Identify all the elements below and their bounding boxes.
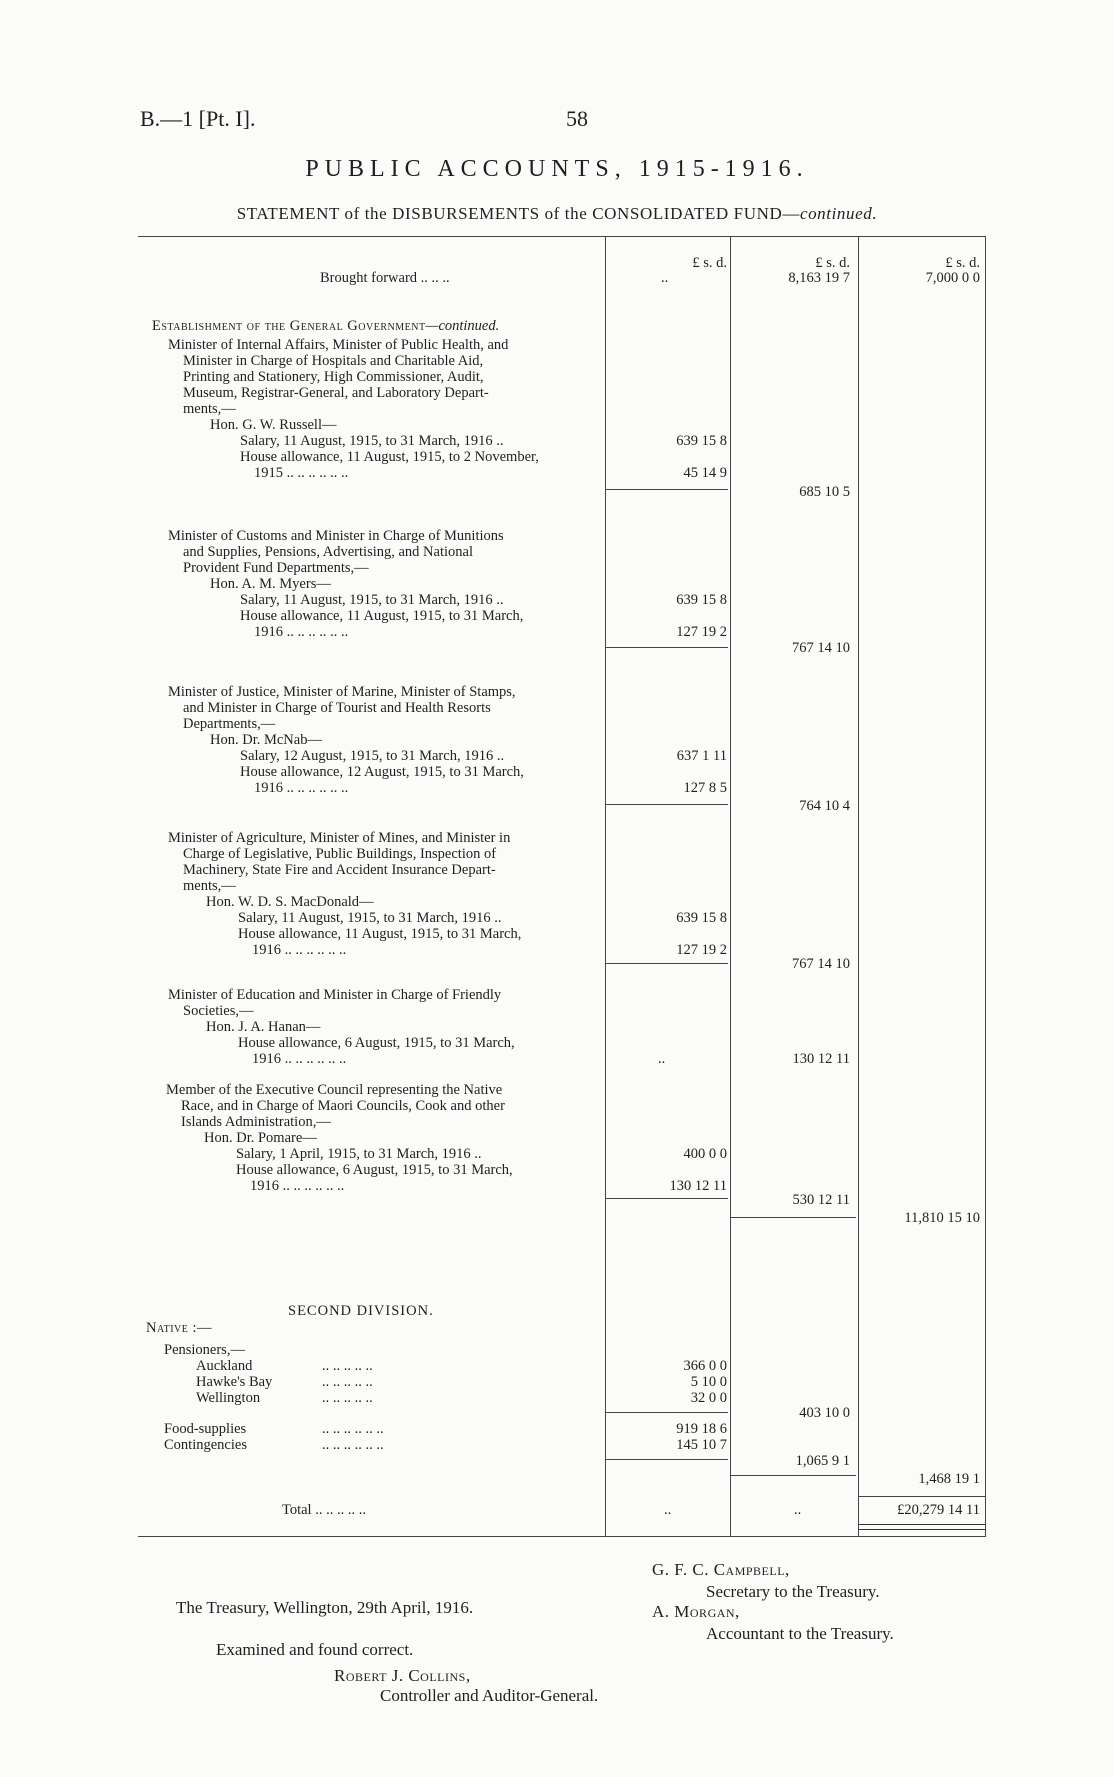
pensioner-amount: 32 0 0 [690,1390,727,1406]
house-allowance-year: 1916 .. .. .. .. .. .. [252,942,347,958]
signatory-collins-name [334,1666,471,1686]
page-title: PUBLIC ACCOUNTS, 1915-1916. [305,156,809,182]
house-allowance-line: House allowance, 11 August, 1915, to 31 March, [240,608,524,624]
salary-line: Salary, 11 August, 1915, to 31 March, 1916 .. [240,433,504,449]
section-title-suffix: —continued. [425,318,500,334]
salary-amount: 639 15 8 [676,910,727,926]
document-reference: B.—1 [Pt. I]. [140,106,256,131]
second-division-subtotal: 1,065 9 1 [795,1453,850,1469]
food-supplies-dots: .. .. .. .. .. .. [322,1421,384,1437]
pensioner-dots: .. .. .. .. .. [322,1374,373,1390]
signatory-morgan-name [652,1602,740,1622]
pensioners-label: Pensioners,— [164,1342,245,1358]
house-allowance-amount: 45 14 9 [683,465,727,481]
house-allowance-year: 1915 .. .. .. .. .. .. [254,465,349,481]
table-bottom-rule [138,1536,986,1537]
pensioner-amount: 5 10 0 [690,1374,727,1390]
house-allowance-amount: 127 19 2 [676,942,727,958]
total-row [0,1502,1114,1518]
brought-forward-label: Brought forward .. .. .. [320,270,450,286]
minister-desc-line: and Minister in Charge of Tourist and Health Resorts [183,700,491,716]
section-total: 11,810 15 10 [904,1210,980,1226]
minister-name: Hon. Dr. Pomare— [204,1130,317,1146]
salary-line: Salary, 1 April, 1915, to 31 March, 1916 .. [236,1146,482,1162]
house-allowance-amount: 130 12 11 [669,1178,727,1194]
pensioner-dots: .. .. .. .. .. [322,1390,373,1406]
minister-name: Hon. W. D. S. MacDonald— [206,894,374,910]
total-col2: .. [794,1502,802,1518]
minister-name: Hon. A. M. Myers— [210,576,331,592]
signatory-campbell-title: Secretary to the Treasury. [706,1582,880,1601]
minister-desc-line: Museum, Registrar-General, and Laboratory Depart- [183,385,489,401]
pensioner-place: Hawke's Bay [196,1374,273,1390]
total-label: Total .. .. .. .. .. [282,1502,366,1518]
page-subtitle [0,204,1114,224]
signatory-campbell-name [652,1560,790,1580]
house-allowance-year: 1916 .. .. .. .. .. .. [250,1178,345,1194]
pensioner-place: Wellington [196,1390,261,1406]
page-number: 58 [566,106,588,131]
total-top-rule [859,1496,985,1497]
list-item [0,1374,1114,1390]
signatory-collins-title: Controller and Auditor-General. [380,1686,599,1705]
pensioner-dots: .. .. .. .. .. [322,1358,373,1374]
house-allowance-year: 1916 .. .. .. .. .. .. [254,780,349,796]
minister-total: 530 12 11 [792,1192,850,1208]
brought-forward-col1: .. [661,270,669,286]
campbell-name-text: G. F. C. Campbell, [652,1560,790,1579]
brought-forward-col3: 7,000 0 0 [925,270,980,286]
minister-total: 767 14 10 [792,640,850,656]
second-division-total: 1,468 19 1 [918,1471,980,1487]
education-col1: .. [658,1051,666,1067]
section-title-prefix: Establishment of the General Government [152,318,426,334]
minister-desc-line: ments,— [183,401,236,417]
minister-total: 130 12 11 [792,1051,850,1067]
list-item [0,1421,1114,1437]
signatory-morgan-title: Accountant to the Treasury. [706,1624,894,1643]
list-item [0,1437,1114,1453]
minister-desc-line: Machinery, State Fire and Accident Insurance Depart- [183,862,496,878]
minister-desc-line: Minister of Agriculture, Minister of Mines, and Minister in [168,830,511,846]
minister-name: Hon. G. W. Russell— [210,417,337,433]
salary-amount: 637 1 11 [676,748,727,764]
second-division-title: SECOND DIVISION. [288,1303,434,1319]
minister-desc-line: Member of the Executive Council representing the Native [166,1082,503,1098]
minister-desc-line: Minister of Customs and Minister in Charge of Munitions [168,528,504,544]
house-allowance-amount: 127 8 5 [683,780,727,796]
contingencies-label: Contingencies [164,1437,247,1453]
grand-total: £20,279 14 11 [897,1502,980,1518]
salary-amount: 639 15 8 [676,433,727,449]
column-head-3: £ s. d. [945,255,980,271]
house-allowance-line: House allowance, 6 August, 1915, to 31 March, [238,1035,515,1051]
contingencies-dots: .. .. .. .. .. .. [322,1437,384,1453]
column-head-2: £ s. d. [815,255,850,271]
pensioner-amount: 366 0 0 [683,1358,727,1374]
house-allowance-line: House allowance, 12 August, 1915, to 31 March, [240,764,524,780]
morgan-name-text: A. Morgan, [652,1602,740,1621]
salary-amount: 639 15 8 [676,592,727,608]
place-and-date: The Treasury, Wellington, 29th April, 1916. [176,1598,474,1617]
house-allowance-year: 1916 .. .. .. .. .. .. [252,1051,347,1067]
minister-name: Hon. J. A. Hanan— [206,1019,321,1035]
salary-line: Salary, 11 August, 1915, to 31 March, 1916 .. [240,592,504,608]
pensioner-place: Auckland [196,1358,253,1374]
brought-forward-row [0,270,1114,286]
contingencies-amount: 145 10 7 [676,1437,727,1453]
minister-desc-line: Minister in Charge of Hospitals and Charitable Aid, [183,353,484,369]
house-allowance-line: House allowance, 11 August, 1915, to 31 March, [238,926,522,942]
section-title [152,318,499,334]
minister-desc-line: Race, and in Charge of Maori Councils, Cook and other [181,1098,505,1114]
list-item [0,1390,1114,1406]
minister-desc-line: Societies,— [183,1003,254,1019]
food-supplies-label: Food-supplies [164,1421,247,1437]
subtitle-continued: continued. [799,204,878,223]
food-supplies-amount: 919 18 6 [676,1421,727,1437]
collins-name-text: Robert J. Collins, [334,1666,471,1685]
minister-desc-line: Printing and Stationery, High Commissioner, Audit, [183,369,484,385]
minister-total: 685 10 5 [799,484,850,500]
minister-desc-line: Minister of Internal Affairs, Minister of Public Health, and [168,337,509,353]
salary-amount: 400 0 0 [683,1146,727,1162]
house-allowance-line: House allowance, 11 August, 1915, to 2 November, [240,449,539,465]
house-allowance-amount: 127 19 2 [676,624,727,640]
examined-statement: Examined and found correct. [216,1640,414,1659]
minister-total: 767 14 10 [792,956,850,972]
minister-desc-line: Provident Fund Departments,— [183,560,369,576]
total-col1: .. [664,1502,672,1518]
column-head-1: £ s. d. [692,255,727,271]
minister-name: Hon. Dr. McNab— [210,732,322,748]
salary-line: Salary, 12 August, 1915, to 31 March, 1916 .. [240,748,505,764]
minister-desc-line: Charge of Legislative, Public Buildings, Inspection of [183,846,497,862]
subtitle-main: STATEMENT of the DISBURSEMENTS of the CONSOLIDATED FUND— [236,204,800,223]
brought-forward-col2: 8,163 19 7 [788,270,850,286]
minister-desc-line: Departments,— [183,716,276,732]
minister-desc-line: ments,— [183,878,236,894]
grand-total-double-rule [859,1524,985,1530]
pensioners-total: 403 10 0 [799,1405,850,1421]
minister-desc-line: Minister of Education and Minister in Charge of Friendly [168,987,502,1003]
minister-desc-line: Minister of Justice, Minister of Marine, Minister of Stamps, [168,684,516,700]
house-allowance-line: House allowance, 6 August, 1915, to 31 March, [236,1162,513,1178]
minister-total: 764 10 4 [799,798,850,814]
column-head-row [0,255,1114,271]
native-label: Native :— [146,1320,213,1336]
section-title-row [0,318,1114,334]
salary-line: Salary, 11 August, 1915, to 31 March, 1916 .. [238,910,502,926]
minister-desc-line: Islands Administration,— [181,1114,331,1130]
minister-desc-line: and Supplies, Pensions, Advertising, and National [183,544,473,560]
list-item [0,1358,1114,1374]
house-allowance-year: 1916 .. .. .. .. .. .. [254,624,349,640]
